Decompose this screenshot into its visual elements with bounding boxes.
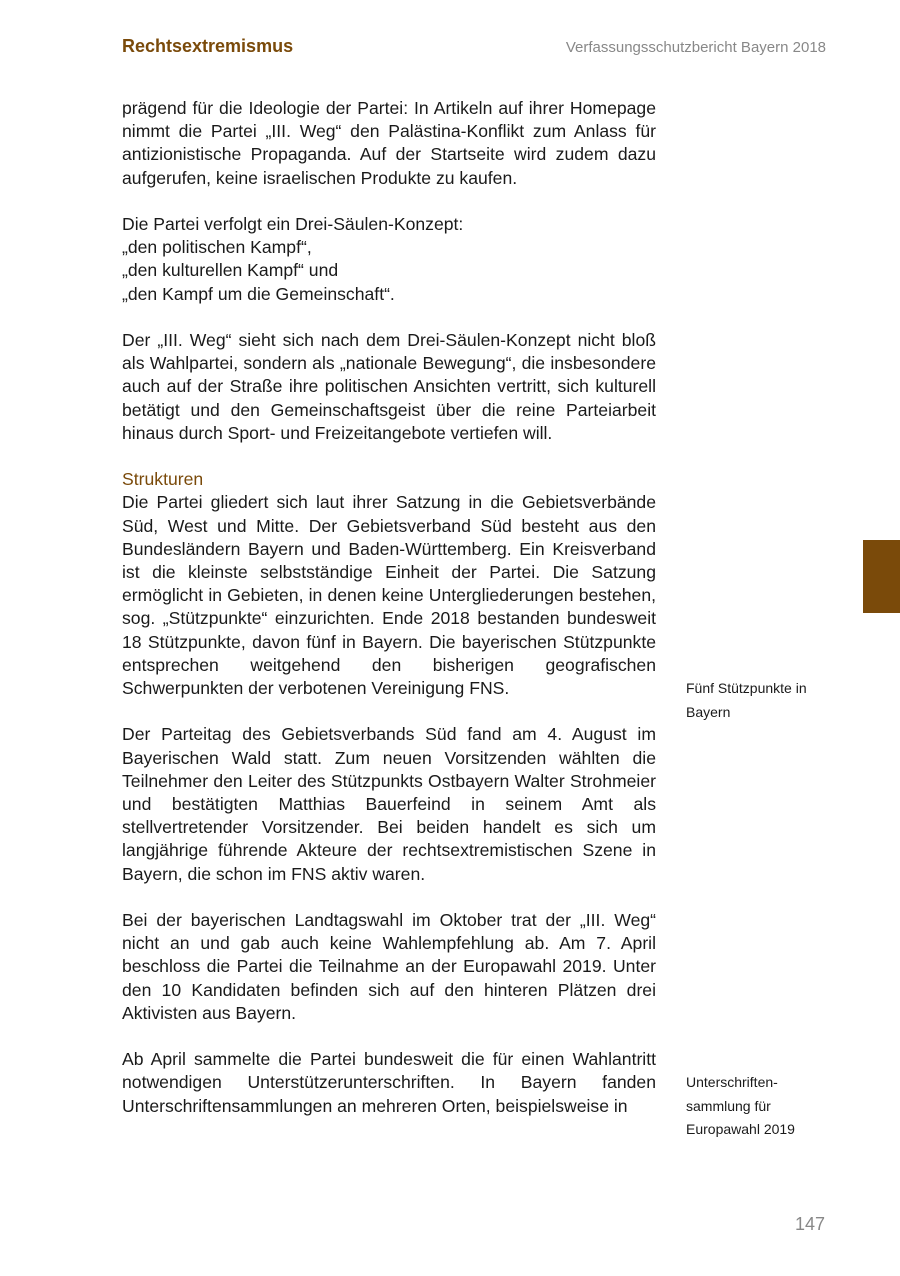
paragraph-1: prägend für die Ideologie der Partei: In Artikeln auf ihrer Homepage nimmt die Partei „III. Weg“ den Palästina-Konflikt zum Anlass für antizionistische Propaganda. Auf der Startseite wird zudem dazu aufgerufen, keine israelischen Produkte zu kaufen.: [122, 98, 656, 188]
subheading-strukturen: Strukturen: [122, 469, 204, 490]
paragraph-3: Der „III. Weg“ sieht sich nach dem Drei-Säulen-Konzept nicht bloß als Wahlpartei, sondern als „nationale Bewegung“, die insbesondere auch auf der Straße ihre politischen Ansichten vertritt, sich kulturell betätigt und den Gemeinschaftsgeist über die reine Parteiarbeit hinaus durch Sport- und Freizeitangebote vertiefen will.: [122, 330, 656, 443]
margin-note-2-line-3: Europawahl 2019: [686, 1121, 795, 1137]
margin-note-2-line-1: Unterschriften-: [686, 1074, 778, 1090]
report-title: Verfassungsschutzbericht Bayern 2018: [565, 39, 826, 56]
margin-note-stuetzpunkte: [686, 677, 836, 724]
chapter-tab: [863, 540, 900, 613]
paragraph-6: Bei der bayerischen Landtagswahl im Oktober trat der „III. Weg“ nicht an und gab auch keine Wahlempfehlung ab. Am 7. April beschloss die Partei die Teilnahme an der Europawahl 2019. Unter den 10 Kandidaten befinden sich auf den hinteren Plätzen drei Aktivisten aus Bayern.: [122, 910, 656, 1023]
margin-note-1-line-2: Bayern: [686, 703, 731, 720]
paragraph-7: Ab April sammelte die Partei bundesweit die für einen Wahlantritt notwendigen Unterstützerunterschriften. In Bayern fanden Unterschriftensammlungen an mehreren Orten, beispielsweise in: [122, 1049, 656, 1116]
page-number: 147: [794, 1214, 825, 1234]
paragraph-5: Der Parteitag des Gebietsverbands Süd fand am 4. August im Bayerischen Wald statt. Zum neuen Vorsitzenden wählten die Teilnehmer den Leiter des Stützpunkts Ostbayern Walter Strohmeier und bestätigten Matthias Bauerfeind in seinem Amt als stellvertretender Vorsitzender. Bei beiden handelt es sich um langjährige führende Akteure der rechtsextremistischen Szene in Bayern, die schon im FNS aktiv waren.: [122, 724, 656, 884]
section-title: Rechtsextremismus: [122, 36, 294, 56]
paragraph-2-line-2: „den politischen Kampf“,: [122, 237, 312, 258]
paragraph-2-line-4: „den Kampf um die Gemeinschaft“.: [122, 283, 395, 304]
paragraph-2-line-1: Die Partei verfolgt ein Drei-Säulen-Konzept:: [122, 214, 464, 234]
margin-note-2-line-2: sammlung für: [686, 1097, 771, 1114]
margin-note-1-line-1: Fünf Stützpunkte in: [686, 680, 807, 696]
paragraph-2: [122, 213, 656, 306]
main-text: [122, 97, 656, 1118]
paragraph-2-line-3: „den kulturellen Kampf“ und: [122, 260, 339, 281]
paragraph-4: Die Partei gliedert sich laut ihrer Satzung in die Gebietsverbände Süd, West und Mitte. Der Gebietsverband Süd besteht aus den Bundesländern Bayern und Baden-Württemberg. Ein Kreisverband ist die kleinste selbstständige Einheit der Partei. Die Satzung ermöglicht in Gebieten, in denen keine Untergliederungen bestehen, sog. „Stützpunkte“ einzurichten. Ende 2018 bestanden bundesweit 18 Stützpunkte, davon fünf in Bayern. Die bayerischen Stützpunkte entsprechen weitgehend den bisherigen geografischen Schwerpunkten der verbotenen Vereinigung FNS.: [122, 492, 656, 699]
margin-note-unterschriften: [686, 1071, 836, 1142]
